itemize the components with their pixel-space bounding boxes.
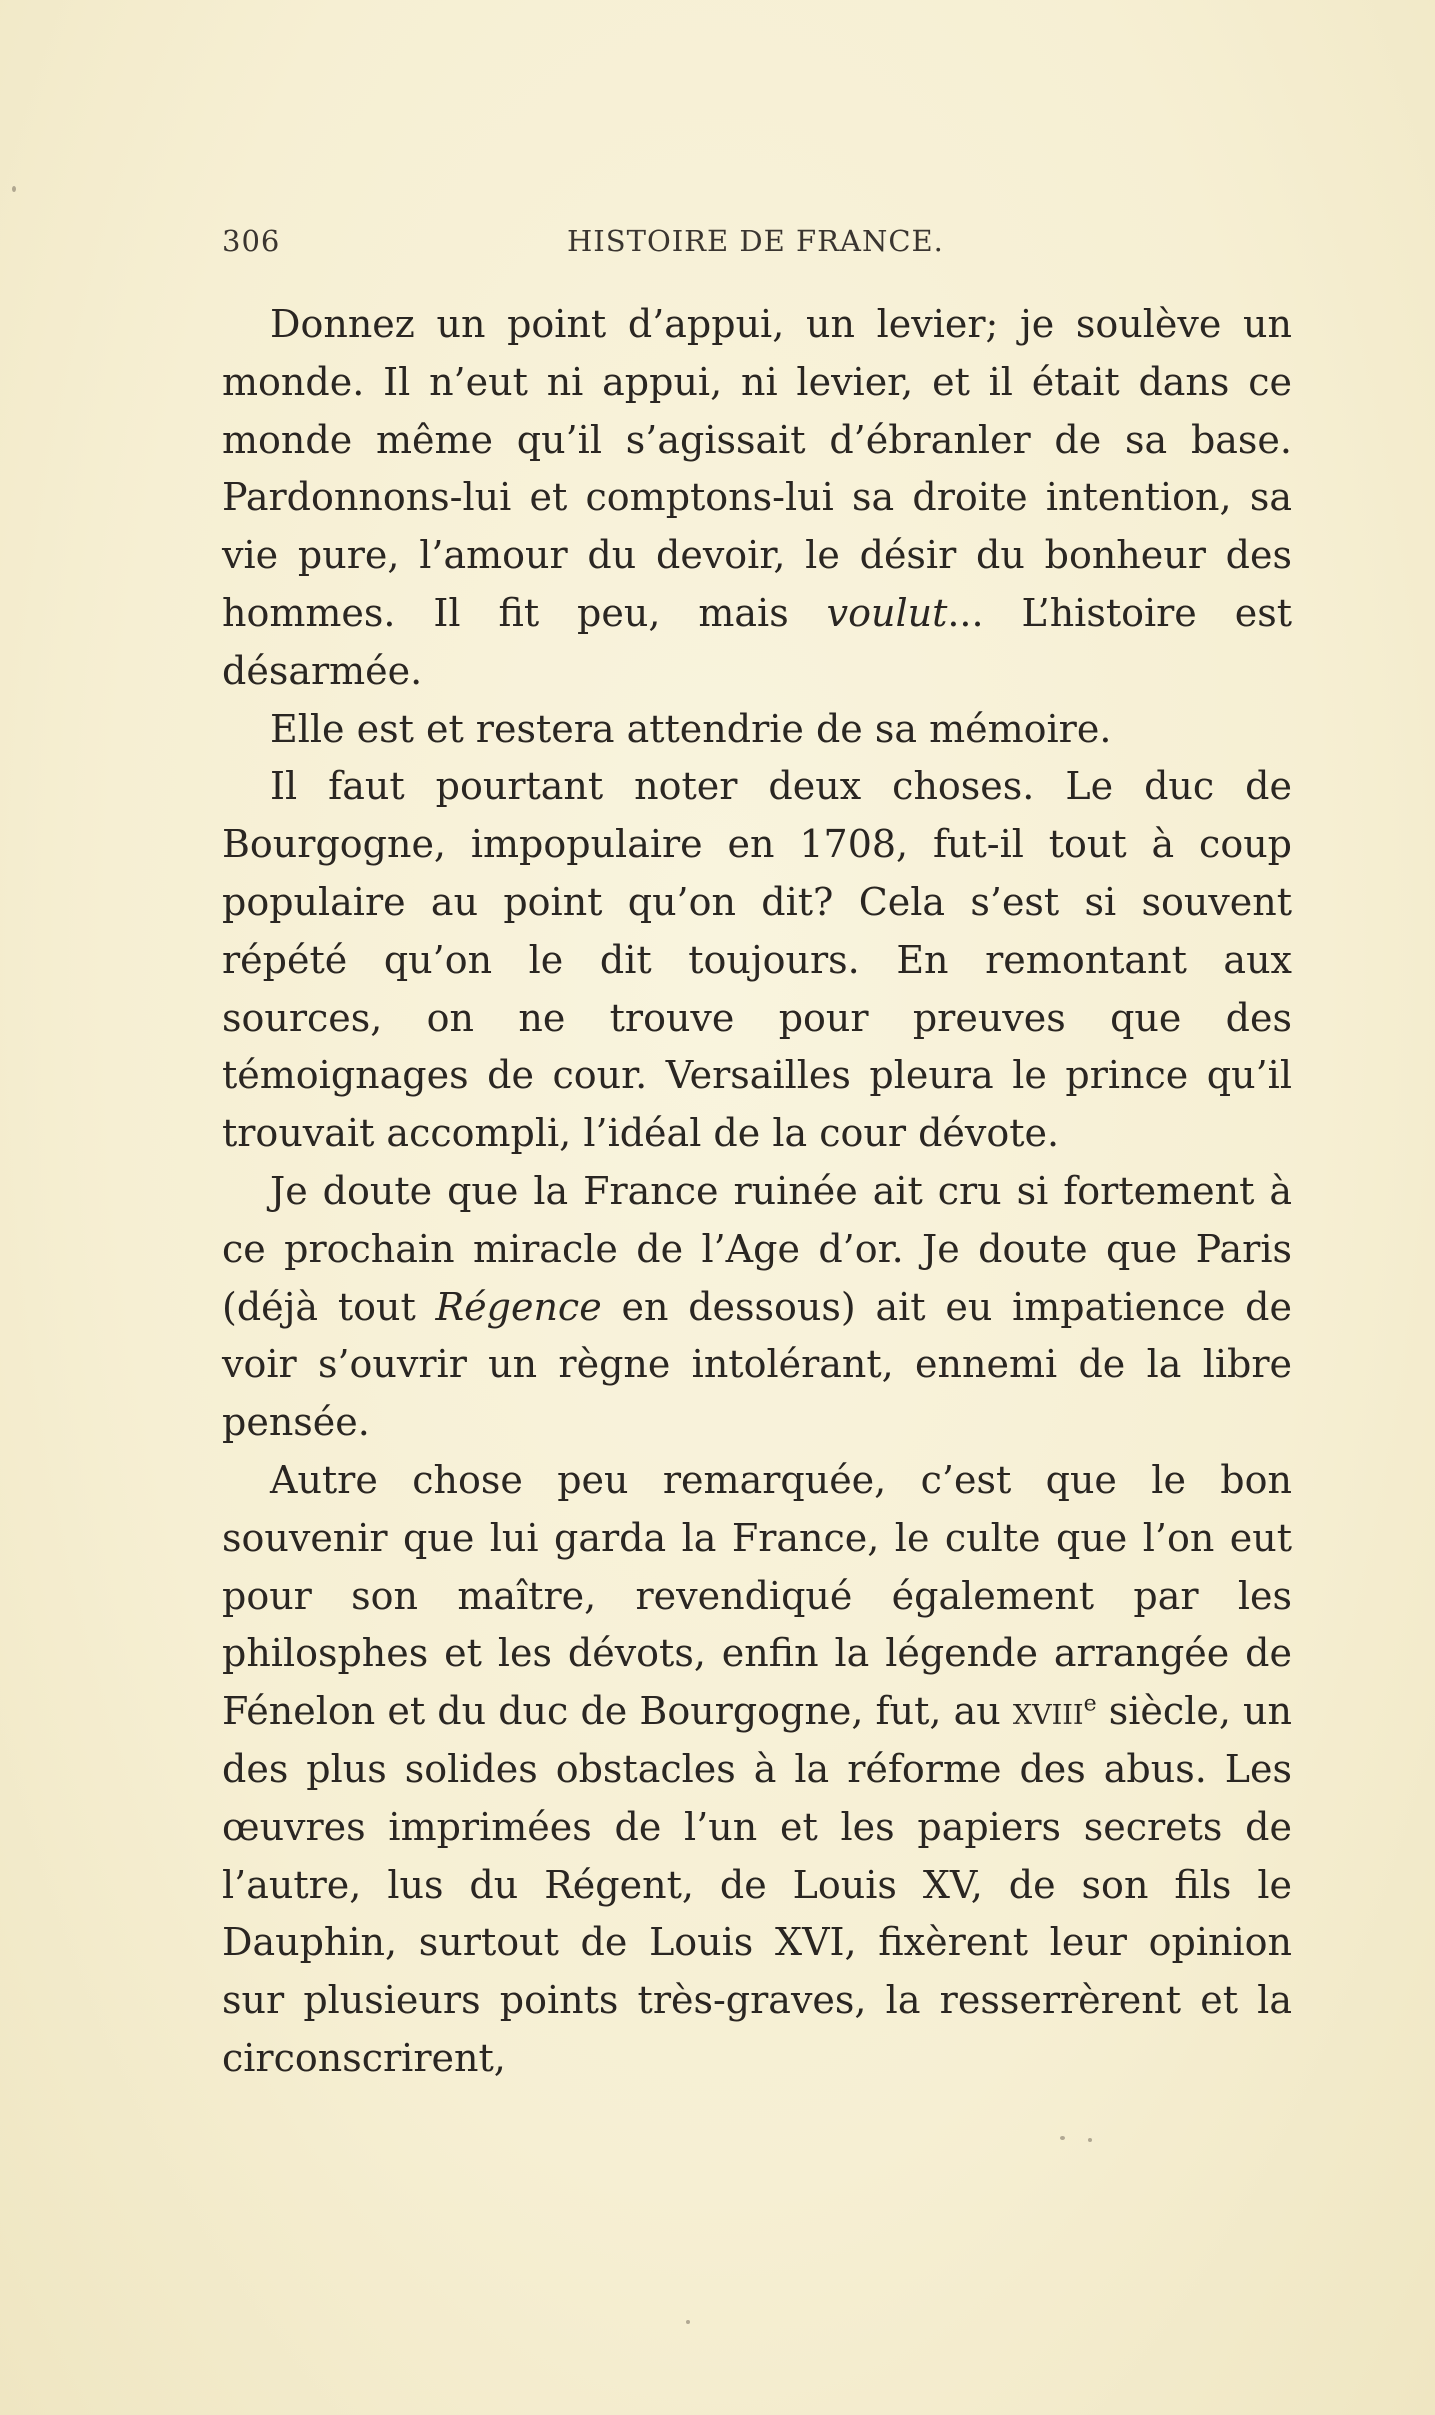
century-numeral: xviii [1012,1689,1084,1734]
paragraph-3: Il faut pourtant noter deux choses. Le duc de Bourgogne, impopulaire en 1708, fut-il tout à coup populaire au point qu’on dit? Cela s’est si souvent répété qu’on le dit toujours. En remontant aux sources, on ne trouve pour preuves que des témoignages de cour. Versailles pleura le prince qu’il trouvait accompli, l’idéal de la cour dévote. [222,764,1292,1156]
paragraph-1-text: Donnez un point d’appui, un levier; je soulève un monde. Il n’eut ni appui, ni levier, et il était dans ce monde même qu’il s’agissait d’ébranler de sa base. Pardonnons-lui et comptons-lui sa droite intention, sa vie pure, l’amour du devoir, le désir du bonheur des hommes. Il fit peu, mais [222,302,1292,635]
page-header [222,224,1292,274]
paragraph-5-end: siècle, un des plus solides obstacles à la réforme des abus. Les œuvres imprimées de l’un et les papiers secrets de l’autre, lus du Régent, de Louis XV, de son fils le Dauphin, surtout de Louis XVI, fixèrent leur opinion sur plusieurs points très-graves, la resserrèrent et la circonscrirent, [222,1689,1292,2080]
paragraph-5-text: Autre chose peu remarquée, c’est que le bon souvenir que lui garda la France, le culte que l’on eut pour son maître, revendiqué également par les philosphes et les dévots, enfin la légende arrangée de Fénelon et du duc de Bourgogne, fut, au [222,1457,1292,1734]
paragraph-5 [222,1452,1292,2088]
paper-speck [686,2320,690,2324]
paper-speck [1088,2138,1092,2142]
paragraph-4 [222,1163,1292,1452]
body-text [222,296,1292,2088]
paragraph-1-end: ... L’histoire est désarmée. [222,590,1292,693]
paragraph-1 [222,296,1292,701]
page-number: 306 [222,224,281,258]
paragraph-4-italic: Régence [435,1284,602,1329]
paper-speck [1060,2136,1065,2140]
century-superscript: e [1083,1691,1097,1717]
paragraph-1-italic: voulut [826,590,948,635]
paragraph-4-end: en dessous) ait eu impatience de voir s’ouvrir un règne intolérant, ennemi de la libre pensée. [222,1284,1292,1445]
paragraph-4-text: Je doute que la France ruinée ait cru si fortement à ce prochain miracle de l’Age d’or. Je doute que Paris (déjà tout [222,1168,1292,1329]
paper-speck [12,186,16,192]
paragraph-2: Elle est et restera attendrie de sa mémoire. [270,706,1112,751]
running-title: HISTOIRE DE FRANCE. [567,224,944,258]
